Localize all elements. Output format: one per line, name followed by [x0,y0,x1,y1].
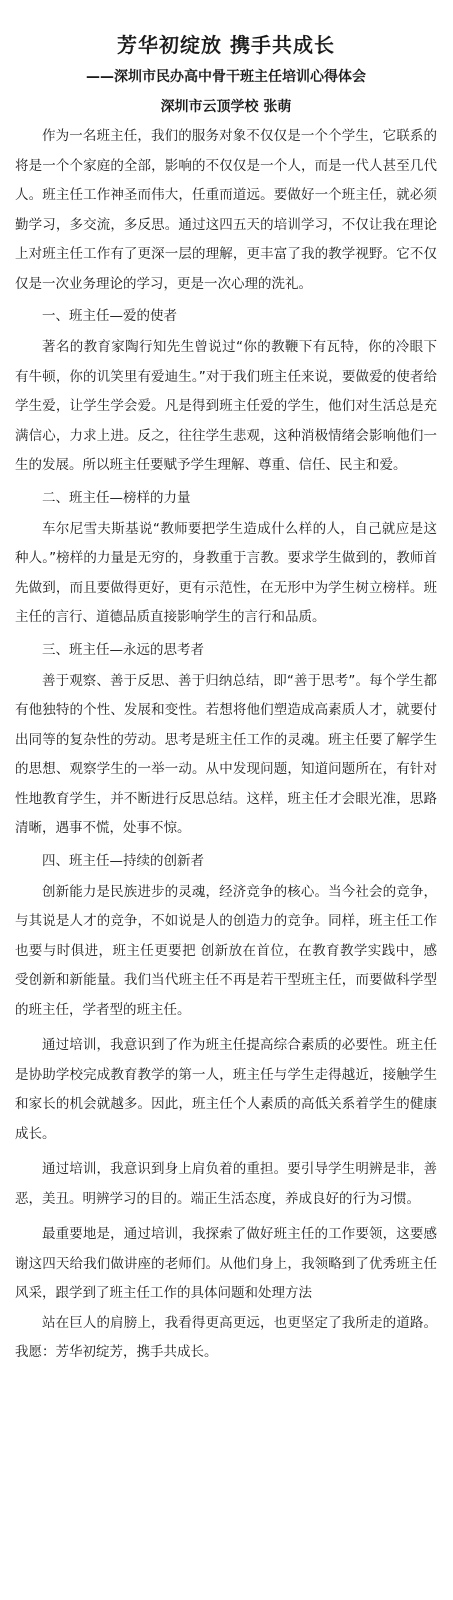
section-heading-1: 一、班主任—爱的使者 [42,308,177,324]
section-heading-2: 二、班主任—榜样的力量 [42,489,191,506]
section-1-paragraph: 著名的教育家陶行知先生曾说过“你的教鞭下有瓦特，你的冷眼下有牛顿，你的讥笑里有爱迪生。”对于我们班主任来说，要做爱的使者给学生爱，让学生学会爱。凡是得到班主任爱的学生，他们对生活总是充满信心，力求上进。反之，往往学生悲观，这种消极情绪会影响他们一生的发展。所以班主任要赋予学生理解、尊重、信任、民主和爱。 [15,339,437,473]
article-author: 深圳市云顶学校 张萌 [160,99,292,115]
section-4-paragraph: 创新能力是民族进步的灵魂，经济竞争的核心。当今社会的竞争，与其说是人才的竞争，不如说是人的创造力的竞争。同样，班主任工作也要与时俱进，班主任更要把 创新放在首位，在教育教学实践中，感受创新和新能量。我们当代班主任不再是若干型班主任，而要做科学型的班主任，学者型的班主任。 [15,883,437,1018]
closing-paragraph: 站在巨人的肩膀上，我看得更高更远，也更坚定了我所走的道路。我愿：芳华初绽芳，携手共成长。 [15,1314,437,1360]
reflection-paragraph-1: 通过培训，我意识到了作为班主任提高综合素质的必要性。班主任是协助学校完成教育教学的第一人，班主任与学生走得越近，接触学生和家长的机会就越多。因此，班主任个人素质的高低关系着学生的健康成长。 [15,1037,437,1142]
article-subtitle: ——深圳市民办高中骨干班主任培训心得体会 [86,69,366,85]
section-2-paragraph: 车尔尼雪夫斯基说“教师要把学生造成什么样的人，自己就应是这种人。”榜样的力量是无穷的，身教重于言教。要求学生做到的，教师首先做到，而且要做得更好，更有示范性，在无形中为学生树立榜样。班主任的言行、道德品质直接影响学生的言行和品质。 [15,520,437,625]
reflection-paragraph-3: 最重要地是，通过培训，我探索了做好班主任的工作要领，这要感谢这四天给我们做讲座的老师们。从他们身上，我领略到了优秀班主任风采，跟学到了班主任工作的具体问题和处理方法 [15,1226,437,1301]
article-title: 芳华初绽放 携手共成长 [117,33,335,57]
reflection-paragraph-2: 通过培训，我意识到身上肩负着的重担。要引导学生明辨是非，善恶，美丑。明辨学习的目的。端正生活态度，养成良好的行为习惯。 [15,1161,437,1207]
section-heading-4: 四、班主任—持续的创新者 [42,852,204,869]
intro-paragraph: 作为一名班主任，我们的服务对象不仅仅是一个个学生，它联系的将是一个个家庭的全部，影响的不仅仅是一个人，而是一代人甚至几代人。班主任工作神圣而伟大，任重而道远。要做好一个班主任，就必须勤学习，多交流，多反思。通过这四五天的培训学习，不仅让我在理论上对班主任工作有了更深一层的理解，更丰富了我的教学视野。它不仅仅是一次业务理论的学习，更是一次心理的洗礼。 [15,128,437,292]
section-3-paragraph: 善于观察、善于反思、善于归纳总结，即“善于思考”。每个学生都有他独特的个性、发展和变性。若想将他们塑造成高素质人才，就要付出同等的复杂性的劳动。思考是班主任工作的灵魂。班主任要了解学生的思想、观察学生的一举一动。从中发现问题，知道问题所在，有针对性地教育学生，并不断进行反思总结。这样，班主任才会眼光准，思路清晰，遇事不慌，处事不惊。 [15,672,437,836]
section-heading-3: 三、班主任—永远的思考者 [42,641,204,658]
